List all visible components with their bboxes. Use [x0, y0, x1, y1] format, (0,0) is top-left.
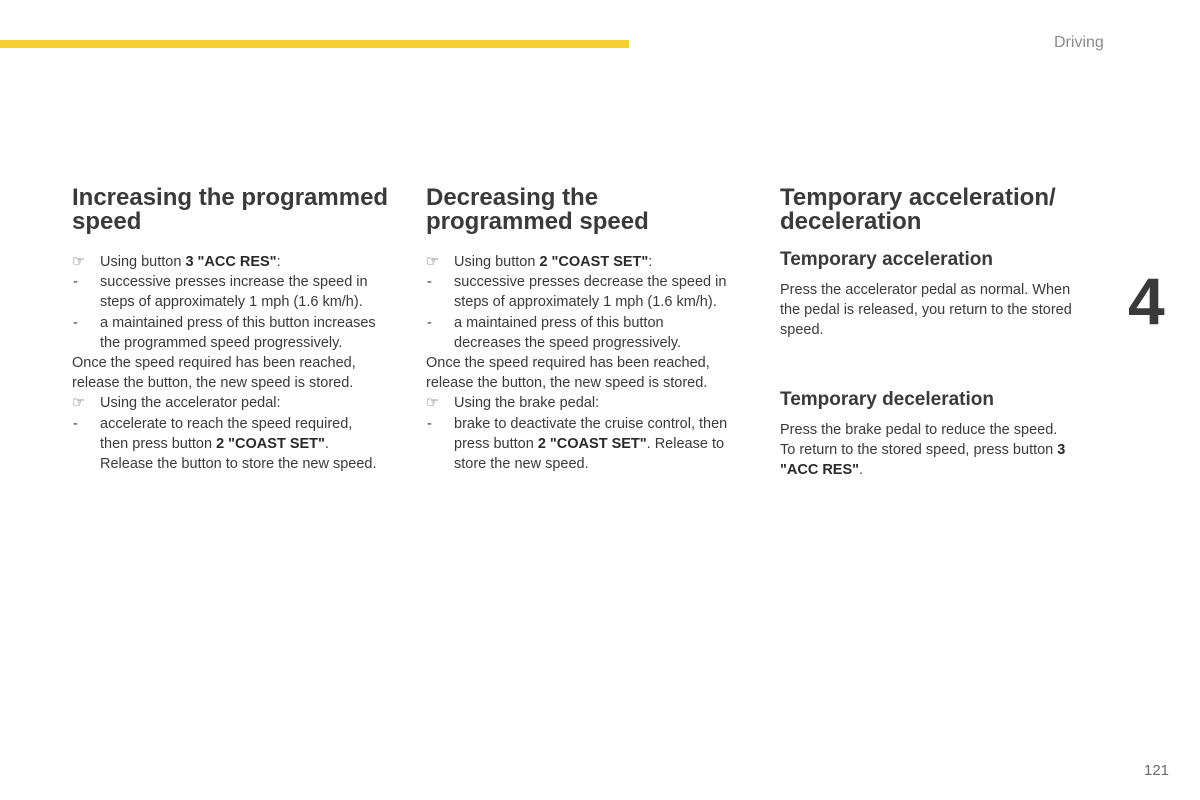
chapter-number: 4 — [1128, 264, 1165, 338]
dash-item — [426, 272, 754, 292]
accent-bar — [0, 40, 629, 48]
text: a maintained press of this button — [454, 314, 664, 331]
temporary-section — [780, 186, 1096, 480]
button-reference: 3 "ACC RES" — [185, 254, 277, 270]
text: then press button — [100, 435, 217, 452]
text — [426, 434, 754, 454]
title-line: Temporary acceleration/ — [780, 184, 1056, 211]
bullet-item — [72, 252, 400, 272]
dash-marker: - — [427, 274, 432, 291]
text: Using the accelerator pedal: — [100, 395, 281, 412]
title-line: programmed speed — [426, 208, 649, 235]
dash-item — [72, 313, 400, 333]
text: Using button — [100, 254, 186, 270]
bullet-item — [426, 393, 754, 413]
text: . Release to — [646, 435, 725, 452]
text: Using button — [454, 254, 540, 270]
button-reference: 2 "COAST SET" — [539, 254, 649, 270]
paragraph-line: Press the accelerator pedal as normal. When — [780, 282, 1071, 298]
text: the programmed speed progressively. — [100, 334, 343, 351]
increasing-speed-title — [72, 186, 400, 234]
button-reference: 3 — [1057, 441, 1066, 458]
text: : — [648, 254, 653, 270]
pointer-icon: ☞ — [72, 395, 85, 412]
section-header: Driving — [1054, 34, 1104, 51]
text: Using the brake pedal: — [454, 395, 600, 412]
temporary-acceleration-heading: Temporary acceleration — [780, 249, 993, 270]
dash-marker: - — [73, 415, 78, 432]
dash-item — [426, 414, 754, 434]
dash-marker: - — [73, 274, 78, 291]
button-reference: "ACC RES" — [780, 462, 860, 479]
paragraph-line: the pedal is released, you return to the stored — [780, 302, 1072, 319]
pointer-icon: ☞ — [426, 254, 439, 270]
spacer — [780, 341, 1096, 388]
text: decreases the speed progressively. — [454, 334, 682, 351]
button-reference: 2 "COAST SET" — [537, 435, 647, 452]
temporary-title — [780, 186, 1096, 234]
decreasing-speed-section — [426, 186, 754, 474]
paragraph-line: Press the brake pedal to reduce the speed. — [780, 421, 1058, 438]
text: brake to deactivate the cruise control, then — [454, 415, 728, 432]
temporary-deceleration-heading: Temporary deceleration — [780, 388, 995, 410]
title-line: Increasing the programmed — [72, 184, 389, 211]
paragraph-line: Once the speed required has been reached, — [72, 355, 356, 372]
dash-item — [72, 272, 400, 292]
button-reference: 2 "COAST SET" — [216, 435, 325, 452]
text: press button — [454, 435, 538, 452]
bullet-item — [72, 393, 400, 413]
text: . — [859, 462, 864, 479]
decreasing-speed-title — [426, 186, 754, 234]
dash-marker: - — [427, 314, 432, 331]
paragraph-line: Once the speed required has been reached, — [426, 355, 710, 372]
text: steps of approximately 1 mph (1.6 km/h). — [454, 294, 717, 311]
text: : — [276, 254, 281, 270]
text: a maintained press of this button increases — [100, 314, 376, 331]
dash-item — [72, 414, 400, 434]
increasing-speed-section — [72, 186, 400, 474]
text: Release the button to store the new speed. — [100, 456, 377, 473]
text: To return to the stored speed, press button — [780, 441, 1058, 458]
text: . — [324, 435, 329, 452]
title-line: speed — [72, 208, 142, 235]
paragraph-line — [780, 440, 1096, 460]
text: store the new speed. — [454, 456, 589, 473]
pointer-icon: ☞ — [72, 254, 85, 270]
text: steps of approximately 1 mph (1.6 km/h). — [100, 294, 363, 311]
pointer-icon: ☞ — [426, 395, 439, 412]
title-line: Decreasing the — [426, 184, 599, 211]
paragraph-line: release the button, the new speed is stored. — [426, 375, 708, 392]
dash-item — [426, 313, 754, 333]
text: successive presses decrease the speed in — [454, 274, 727, 291]
page-number: 121 — [1144, 762, 1170, 779]
paragraph-line — [780, 460, 1096, 480]
text: successive presses increase the speed in — [100, 274, 368, 291]
paragraph-line: release the button, the new speed is stored. — [72, 375, 354, 392]
dash-marker: - — [427, 415, 432, 432]
text — [72, 434, 400, 454]
text: accelerate to reach the speed required, — [100, 415, 353, 432]
dash-marker: - — [73, 314, 78, 331]
paragraph-line: speed. — [780, 322, 824, 339]
bullet-item — [426, 252, 754, 272]
title-line: deceleration — [780, 208, 922, 235]
